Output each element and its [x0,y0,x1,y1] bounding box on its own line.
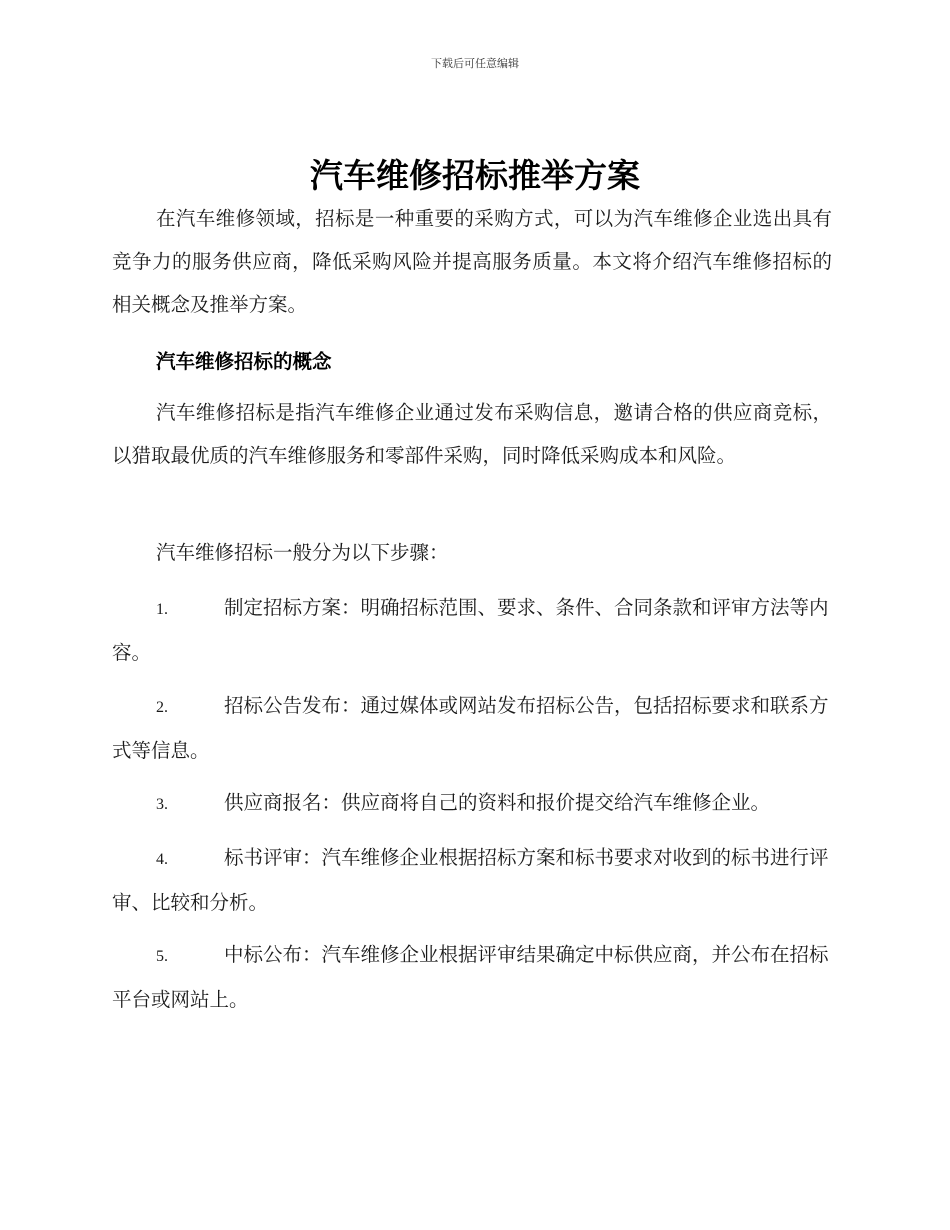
list-item-step-1 [112,586,832,674]
list-item-text: 标书评审：汽车维修企业根据招标方案和标书要求对收到的标书进行评审、比较和分析。 [112,846,829,914]
concept-paragraph: 汽车维修招标是指汽车维修企业通过发布采购信息，邀请合格的供应商竞标，以猎取最优质的汽车维修服务和零部件采购，同时降低采购成本和风险。 [112,401,832,467]
list-number: 2. [156,699,168,716]
list-number: 4. [156,851,168,868]
list-item-text: 招标公告发布：通过媒体或网站发布招标公告，包括招标要求和联系方式等信息。 [112,694,829,762]
header-note: 下载后可任意编辑 [431,57,519,70]
list-item-step-2 [112,684,832,772]
list-number: 5. [156,948,168,965]
steps-intro-paragraph: 汽车维修招标一般分为以下步骤： [156,541,449,564]
list-item-text: 制定招标方案：明确招标范围、要求、条件、合同条款和评审方法等内容。 [112,596,829,664]
section-heading-concept: 汽车维修招标的概念 [156,350,332,373]
list-item-step-4 [112,836,832,924]
list-number: 3. [156,796,168,813]
document-title: 汽车维修招标推举方案 [310,156,640,195]
list-item-step-5 [112,933,832,1021]
list-number: 1. [156,601,168,618]
list-item-text: 供应商报名：供应商将自己的资料和报价提交给汽车维修企业。 [224,791,771,814]
list-item-text: 中标公布：汽车维修企业根据评审结果确定中标供应商，并公布在招标平台或网站上。 [112,943,829,1011]
list-item-step-3 [112,781,832,826]
intro-paragraph: 在汽车维修领域，招标是一种重要的采购方式，可以为汽车维修企业选出具有竞争力的服务供应商，降低采购风险并提高服务质量。本文将介绍汽车维修招标的相关概念及推举方案。 [112,207,832,316]
